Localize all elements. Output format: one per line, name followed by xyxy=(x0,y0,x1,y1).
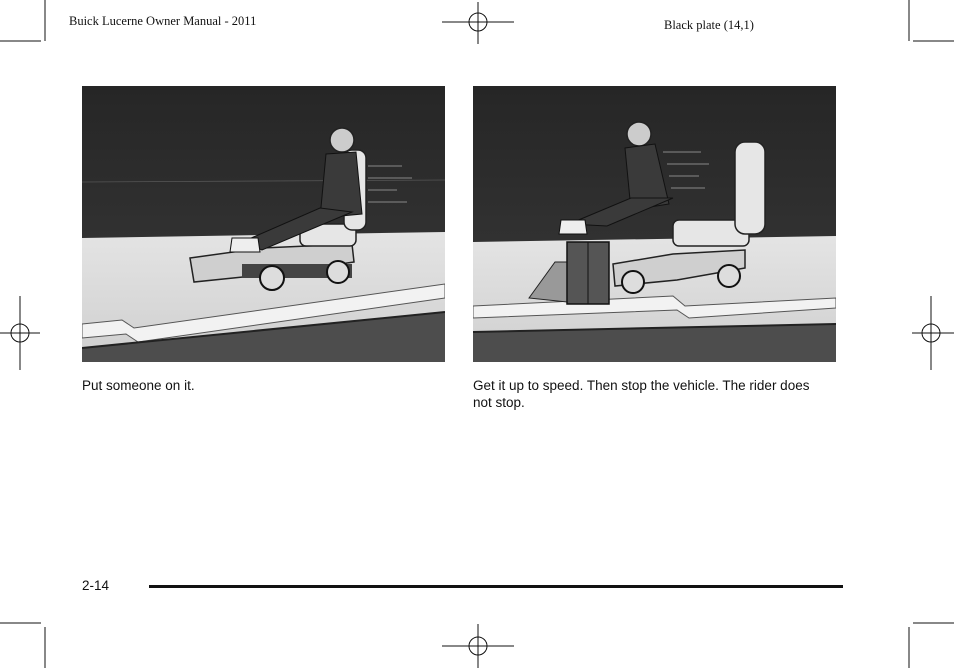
figure-left xyxy=(82,86,445,362)
page-number: 2-14 xyxy=(82,578,110,593)
figure-right xyxy=(473,86,836,362)
manual-title: Buick Lucerne Owner Manual - 2011 xyxy=(69,14,257,28)
illustration-rider-on-sled xyxy=(82,86,445,362)
plate-label: Black plate (14,1) xyxy=(664,18,754,32)
figure-left-caption: Put someone on it. xyxy=(82,378,195,393)
illustration-rider-thrown-forward xyxy=(473,86,836,362)
registration-mark-right xyxy=(910,296,954,372)
footer-rule xyxy=(149,585,843,588)
figure-right-caption: Get it up to speed. Then stop the vehicle. The rider does not stop. xyxy=(473,378,810,410)
registration-mark-top xyxy=(440,2,516,46)
registration-mark-left xyxy=(0,296,44,372)
registration-mark-bottom xyxy=(440,624,516,668)
